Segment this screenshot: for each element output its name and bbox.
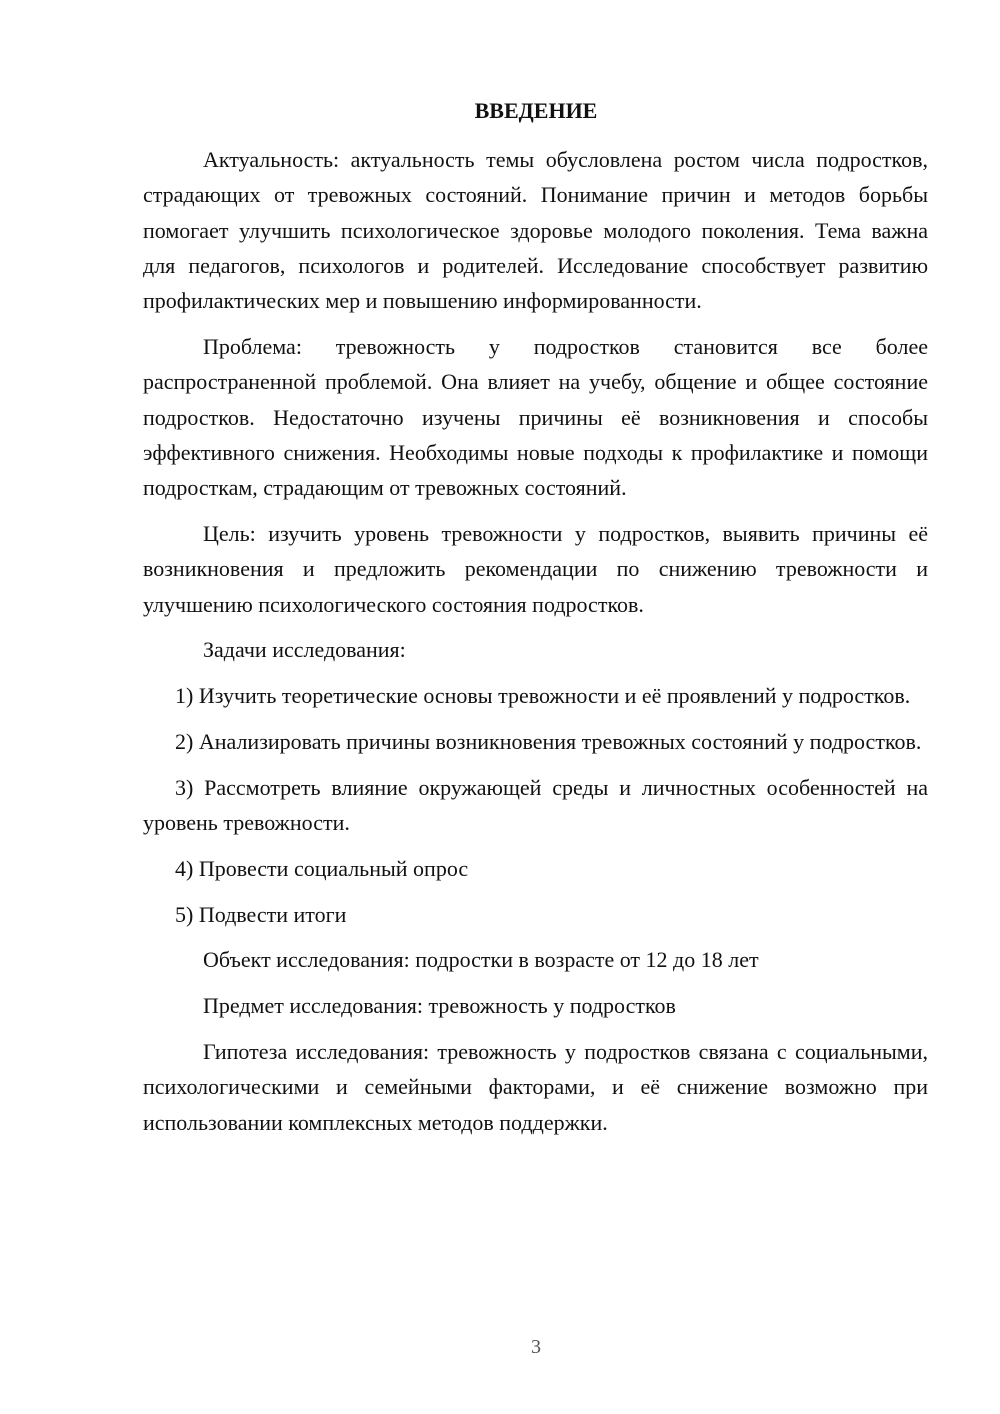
task-item-3: 3) Рассмотреть влияние окружающей среды и личностных особенностей на уровень тревожности. [143, 774, 928, 836]
task-item-4: 4) Провести социальный опрос [175, 855, 469, 881]
task-item-5: 5) Подвести итоги [175, 901, 347, 927]
paragraph-object: Объект исследования: подростки в возрасте от 12 до 18 лет [203, 947, 759, 973]
paragraph-subject: Предмет исследования: тревожность у подростков [203, 993, 676, 1019]
section-title: ВВЕДЕНИЕ [474, 98, 598, 123]
paragraph-relevance: Актуальность: актуальность темы обусловлена ростом числа подростков, страдающих от тревожных состояний. Понимание причин и методов борьбы помогает улучшить психологическое здоровье молодого поколения. Тема важна для педагогов, психологов и родителей. Исследование способствует развитию профилактических мер и повышению информированности. [143, 147, 928, 314]
paragraph-hypothesis: Гипотеза исследования: тревожность у подростков связана с социальными, психологическими и семейными факторами, и её снижение возможно при использовании комплексных методов поддержки. [143, 1039, 928, 1135]
task-item-2: 2) Анализировать причины возникновения тревожных состояний у подростков. [175, 728, 922, 754]
page-number: 3 [531, 1336, 541, 1358]
tasks-heading: Задачи исследования: [203, 637, 406, 663]
task-item-1: 1) Изучить теоретические основы тревожности и её проявлений у подростков. [175, 683, 911, 709]
document-body [143, 142, 928, 1150]
paragraph-goal: Цель: изучить уровень тревожности у подростков, выявить причины её возникновения и предложить рекомендации по снижению тревожности и улучшению психологического состояния подростков. [143, 520, 928, 617]
paragraph-problem: Проблема: тревожность у подростков становится все более распространенной проблемой. Она влияет на учебу, общение и общее состояние подростков. Недостаточно изучены причины её возникновения и способы эффективного снижения. Необходимы новые подходы к профилактике и помощи подросткам, страдающим от тревожных состояний. [143, 333, 928, 501]
